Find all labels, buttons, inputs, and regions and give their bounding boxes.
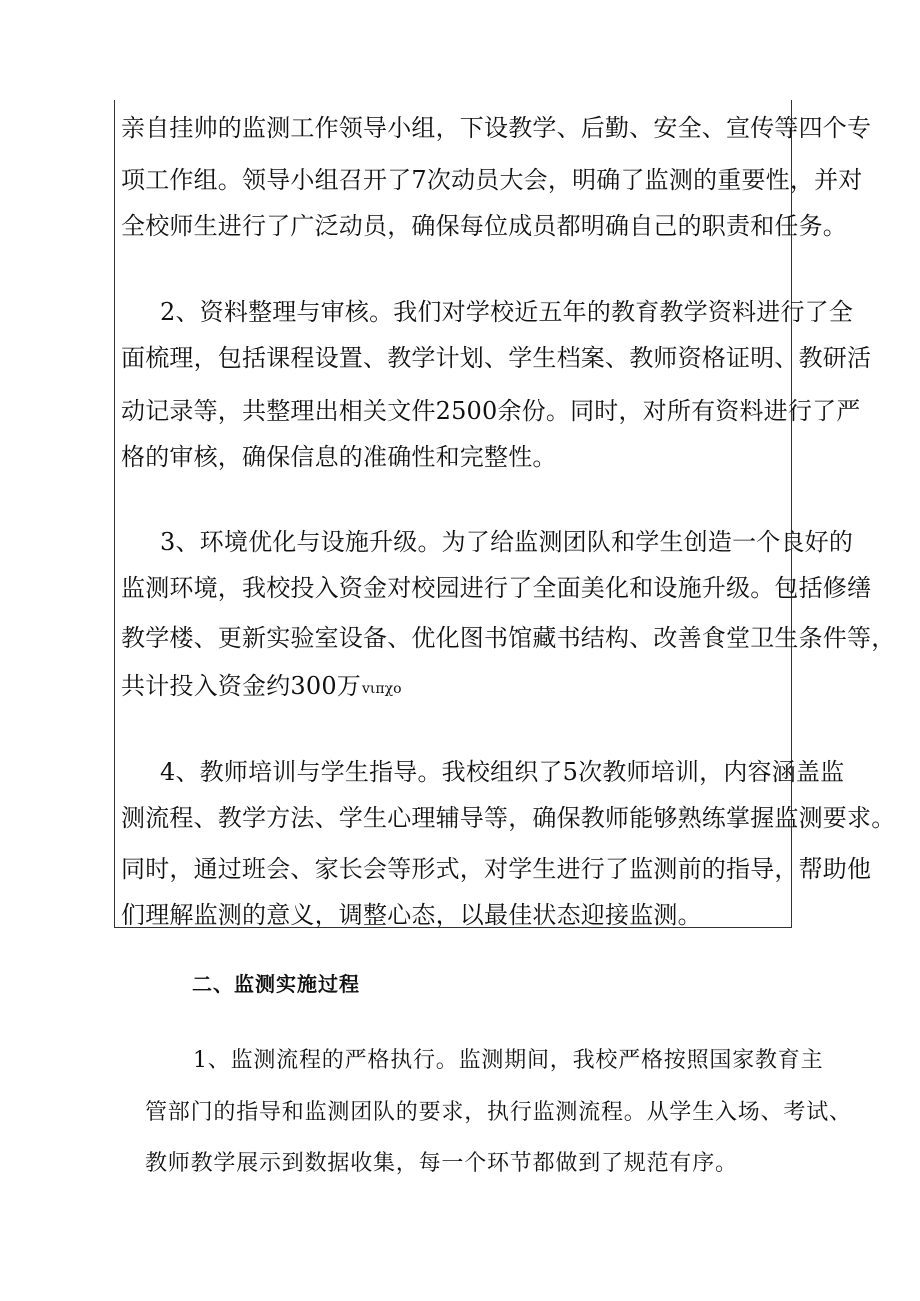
paragraph-line: 1、监测流程的严格执行。监测期间，我校严格按照国家教育主 — [193, 1048, 824, 1073]
paragraph-line: 格的审核，确保信息的准确性和完整性。 — [121, 443, 557, 471]
paragraph-line: 测流程、教学方法、学生心理辅导等，确保教师能够熟练掌握监测要求。 — [121, 804, 896, 832]
paragraph-line: 教师教学展示到数据收集，每一个环节都做到了规范有序。 — [145, 1151, 738, 1176]
paragraph-line — [121, 674, 787, 701]
garbled-tail-text: vιπχo — [362, 681, 402, 697]
paragraph-line: 项工作组。领导小组召开了7次动员大会，明确了监测的重要性，并对 — [121, 166, 863, 194]
paragraph-line: 动记录等，共整理出相关文件2500余份。同时，对所有资料进行了严 — [121, 397, 861, 425]
paragraph-line: 教学楼、更新实验室设备、优化图书馆藏书结构、改善食堂卫生条件等， — [121, 624, 896, 652]
paragraph-line: 亲自挂帅的监测工作领导小组，下设教学、后勤、安全、宣传等四个专 — [121, 114, 872, 142]
paragraph-line-text: 共计投入资金约300万 — [121, 672, 362, 700]
paragraph-line: 2、资料整理与审核。我们对学校近五年的教育教学资料进行了全 — [160, 298, 854, 326]
section-heading: 二、监测实施过程 — [192, 972, 360, 996]
paragraph-line: 面梳理，包括课程设置、教学计划、学生档案、教师资格证明、教研活 — [121, 344, 872, 372]
paragraph-line: 全校师生进行了广泛动员，确保每位成员都明确自己的职责和任务。 — [121, 212, 847, 240]
paragraph-line: 3、环境优化与设施升级。为了给监测团队和学生创造一个良好的 — [160, 528, 854, 556]
paragraph-line: 管部门的指导和监测团队的要求，执行监测流程。从学生入场、考试、 — [145, 1100, 852, 1125]
paragraph-line: 同时，通过班会、家长会等形式，对学生进行了监测前的指导，帮助他 — [121, 855, 872, 883]
paragraph-line: 4、教师培训与学生指导。我校组织了5次教师培训，内容涵盖监 — [160, 758, 845, 786]
paragraph-line: 们理解监测的意义，调整心态，以最佳状态迎接监测。 — [121, 901, 702, 929]
paragraph-line: 监测环境，我校投入资金对校园进行了全面美化和设施升级。包括修缮 — [121, 574, 872, 602]
